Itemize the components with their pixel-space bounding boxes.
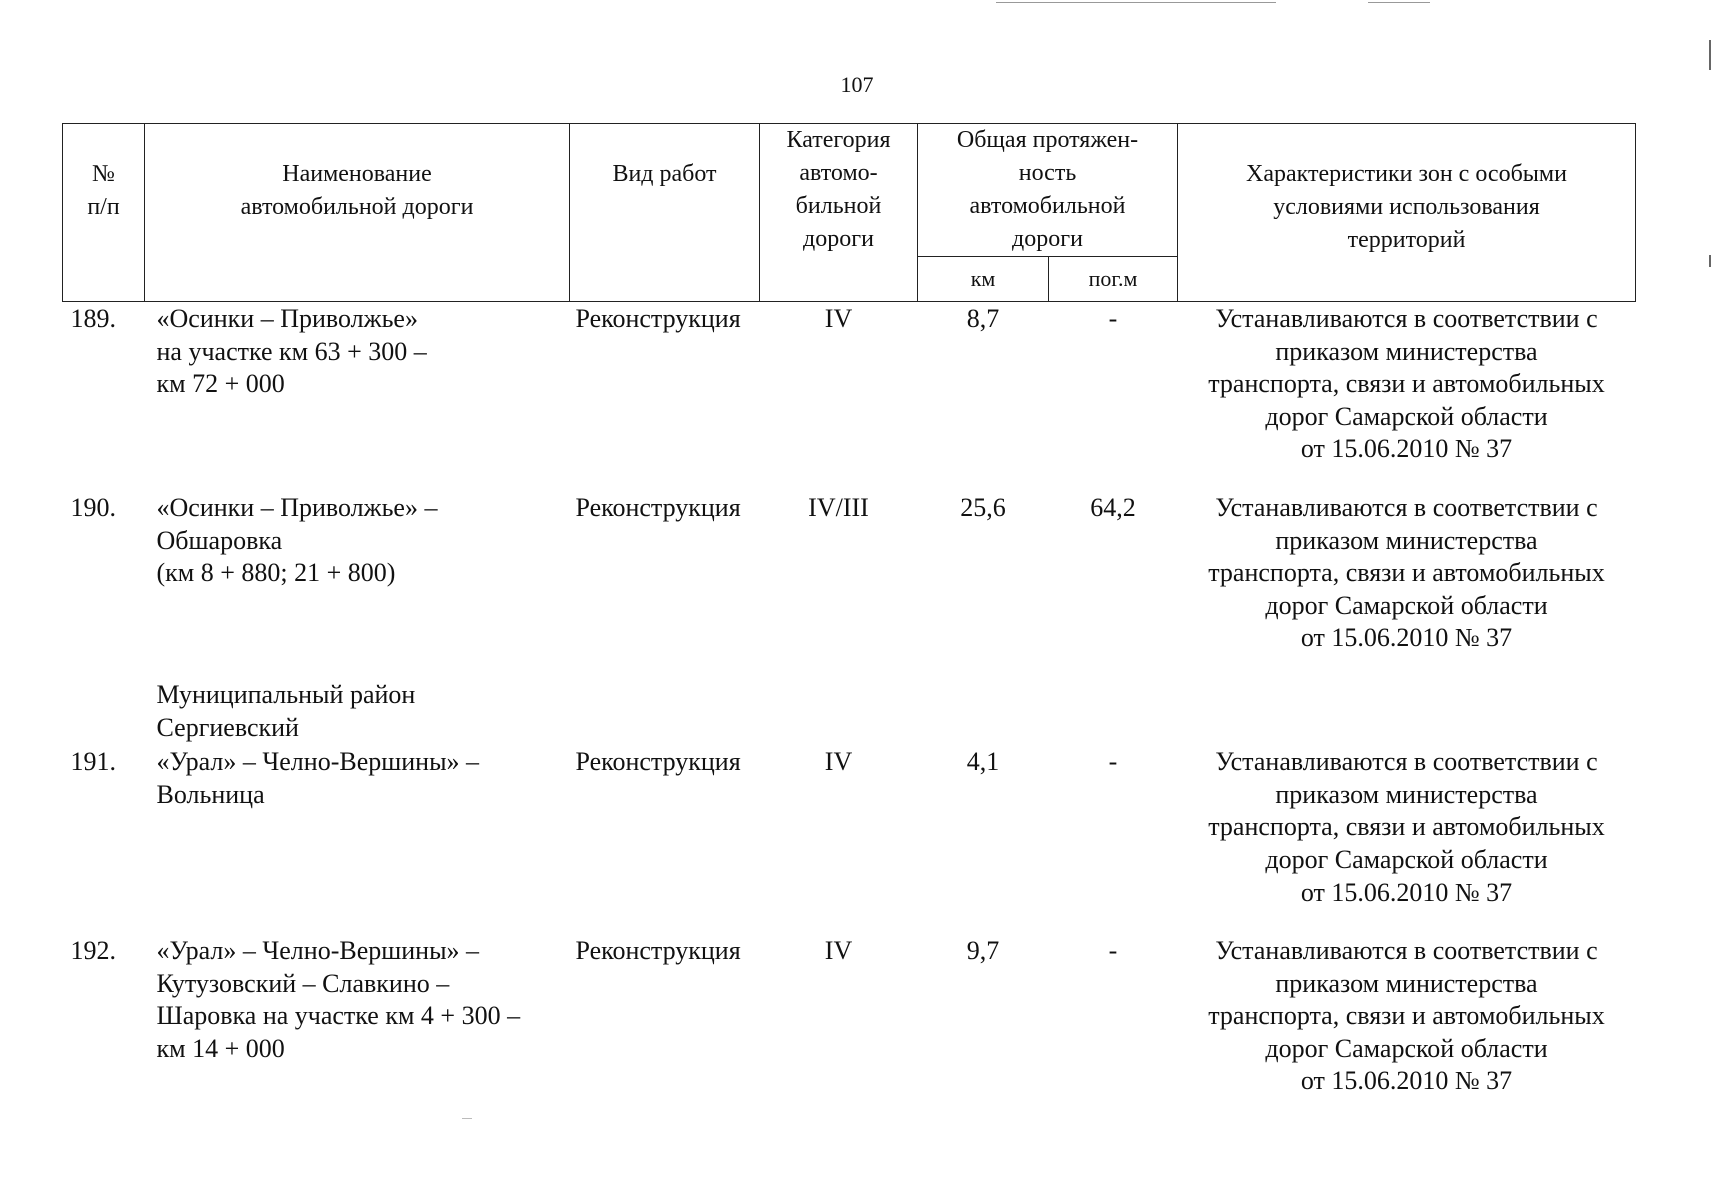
road-name xyxy=(145,490,570,679)
road-name xyxy=(145,302,570,490)
scan-edge-mark xyxy=(1709,255,1711,267)
work-type: Реконструкция xyxy=(575,492,741,522)
group-heading xyxy=(145,679,570,744)
table-header xyxy=(63,124,1636,302)
header-work-type xyxy=(570,124,760,302)
zone-characteristics xyxy=(1178,744,1636,933)
characteristics-line: приказом министерства xyxy=(1275,336,1538,366)
road-name xyxy=(145,744,570,933)
header-length-line: автомобильной xyxy=(969,193,1126,219)
header-unit-km: км xyxy=(918,257,1049,302)
group-heading-row xyxy=(63,679,1636,744)
road-name-line: Вольница xyxy=(156,779,265,809)
header-road-name-line: автомобильной дороги xyxy=(240,194,474,220)
zone-characteristics xyxy=(1178,302,1636,490)
road-name-line: Обшаровка xyxy=(156,525,283,555)
header-length-line: Общая протяжен- xyxy=(956,127,1139,153)
length-km: 8,7 xyxy=(966,304,1000,333)
header-characteristics-line: условиями использования xyxy=(1273,194,1540,220)
header-length-line: дороги xyxy=(1012,226,1083,252)
table-body xyxy=(63,302,1636,1123)
length-km: 25,6 xyxy=(960,492,1006,522)
length-pm: - xyxy=(1108,936,1118,966)
header-road-name-line: Наименование xyxy=(282,161,432,187)
characteristics-line: транспорта, связи и автомобильных xyxy=(1208,1001,1605,1031)
road-name-line: Кутузовский – Славкино – xyxy=(156,968,450,998)
road-name xyxy=(145,933,570,1122)
length-pm: - xyxy=(1108,747,1118,777)
header-category-line: автомо- xyxy=(799,160,878,186)
characteristics-line: Устанавливаются в соответствии с xyxy=(1215,936,1598,966)
characteristics-line: дорог Самарской области xyxy=(1265,844,1548,874)
road-name-line: км 72 + 000 xyxy=(156,369,285,399)
roads-table xyxy=(62,123,1636,1122)
group-heading-line: Сергиевский xyxy=(156,712,299,742)
header-category-line: бильной xyxy=(795,193,882,219)
characteristics-line: Устанавливаются в соответствии с xyxy=(1215,492,1598,522)
road-name-line: «Осинки – Приволжье» – xyxy=(156,492,438,522)
header-road-name xyxy=(145,124,570,302)
table-row xyxy=(63,933,1636,1122)
characteristics-line: приказом министерства xyxy=(1275,525,1538,555)
header-category-line: Категория xyxy=(786,127,891,153)
zone-characteristics xyxy=(1178,490,1636,679)
road-name-line: км 14 + 000 xyxy=(156,1033,285,1063)
header-unit-pm: пог.м xyxy=(1049,257,1178,302)
row-number: 191. xyxy=(70,747,116,777)
header-zone-characteristics xyxy=(1178,124,1636,302)
length-pm: - xyxy=(1108,304,1118,333)
characteristics-line: транспорта, связи и автомобильных xyxy=(1208,812,1605,842)
road-name-line: «Урал» – Челно-Вершины» – xyxy=(156,747,480,777)
group-heading-spacer xyxy=(63,679,145,744)
header-row xyxy=(63,124,1636,257)
scan-top-rule-right xyxy=(1368,2,1430,3)
characteristics-line: транспорта, связи и автомобильных xyxy=(1208,369,1605,399)
page-number: 107 xyxy=(840,72,874,97)
header-length-line: ность xyxy=(1018,160,1077,186)
characteristics-line: дорог Самарской области xyxy=(1265,401,1548,431)
header-road-category xyxy=(760,124,918,302)
row-number: 192. xyxy=(70,936,116,966)
road-category: IV xyxy=(824,304,853,333)
road-category: IV xyxy=(824,936,853,966)
road-name-line: Шаровка на участке км 4 + 300 – xyxy=(156,1001,521,1031)
group-heading-spacer xyxy=(570,679,1636,744)
work-type: Реконструкция xyxy=(575,747,741,777)
header-num xyxy=(63,124,145,302)
row-number: 190. xyxy=(70,492,116,522)
characteristics-line: Устанавливаются в соответствии с xyxy=(1215,747,1598,777)
row-number: 189. xyxy=(70,304,116,333)
road-category: IV xyxy=(824,747,853,777)
road-name-line: «Урал» – Челно-Вершины» – xyxy=(156,936,480,966)
table-row xyxy=(63,302,1636,490)
work-type: Реконструкция xyxy=(575,936,741,966)
header-total-length xyxy=(918,124,1178,257)
characteristics-line: транспорта, связи и автомобильных xyxy=(1208,558,1605,588)
header-characteristics-line: Характеристики зон с особыми xyxy=(1246,161,1567,187)
characteristics-line: дорог Самарской области xyxy=(1265,1033,1548,1063)
characteristics-line: приказом министерства xyxy=(1275,779,1538,809)
characteristics-line: от 15.06.2010 № 37 xyxy=(1300,877,1513,907)
characteristics-line: Устанавливаются в соответствии с xyxy=(1215,304,1598,333)
characteristics-line: дорог Самарской области xyxy=(1265,590,1548,620)
scan-edge-mark xyxy=(1709,40,1711,70)
scan-top-rule-left xyxy=(996,2,1276,3)
group-heading-line: Муниципальный район xyxy=(156,679,416,709)
characteristics-line: от 15.06.2010 № 37 xyxy=(1300,434,1513,464)
header-category-line: дороги xyxy=(803,226,874,252)
header-work-type-line: Вид работ xyxy=(612,161,717,187)
road-name-line: на участке км 63 + 300 – xyxy=(156,336,427,366)
header-num-line: № xyxy=(92,161,115,187)
table-row xyxy=(63,490,1636,679)
header-num-line: п/п xyxy=(87,194,120,220)
work-type: Реконструкция xyxy=(575,304,741,333)
zone-characteristics xyxy=(1178,933,1636,1122)
road-name-line: (км 8 + 880; 21 + 800) xyxy=(156,558,396,588)
table-row xyxy=(63,744,1636,933)
characteristics-line: от 15.06.2010 № 37 xyxy=(1300,623,1513,653)
road-category: IV/III xyxy=(808,492,869,522)
length-km: 4,1 xyxy=(966,747,1000,777)
length-km: 9,7 xyxy=(966,936,1000,966)
length-pm: 64,2 xyxy=(1090,492,1136,522)
header-characteristics-line: территорий xyxy=(1347,227,1466,253)
characteristics-line: от 15.06.2010 № 37 xyxy=(1300,1066,1513,1096)
road-name-line: «Осинки – Приволжье» xyxy=(156,304,418,333)
characteristics-line: приказом министерства xyxy=(1275,968,1538,998)
